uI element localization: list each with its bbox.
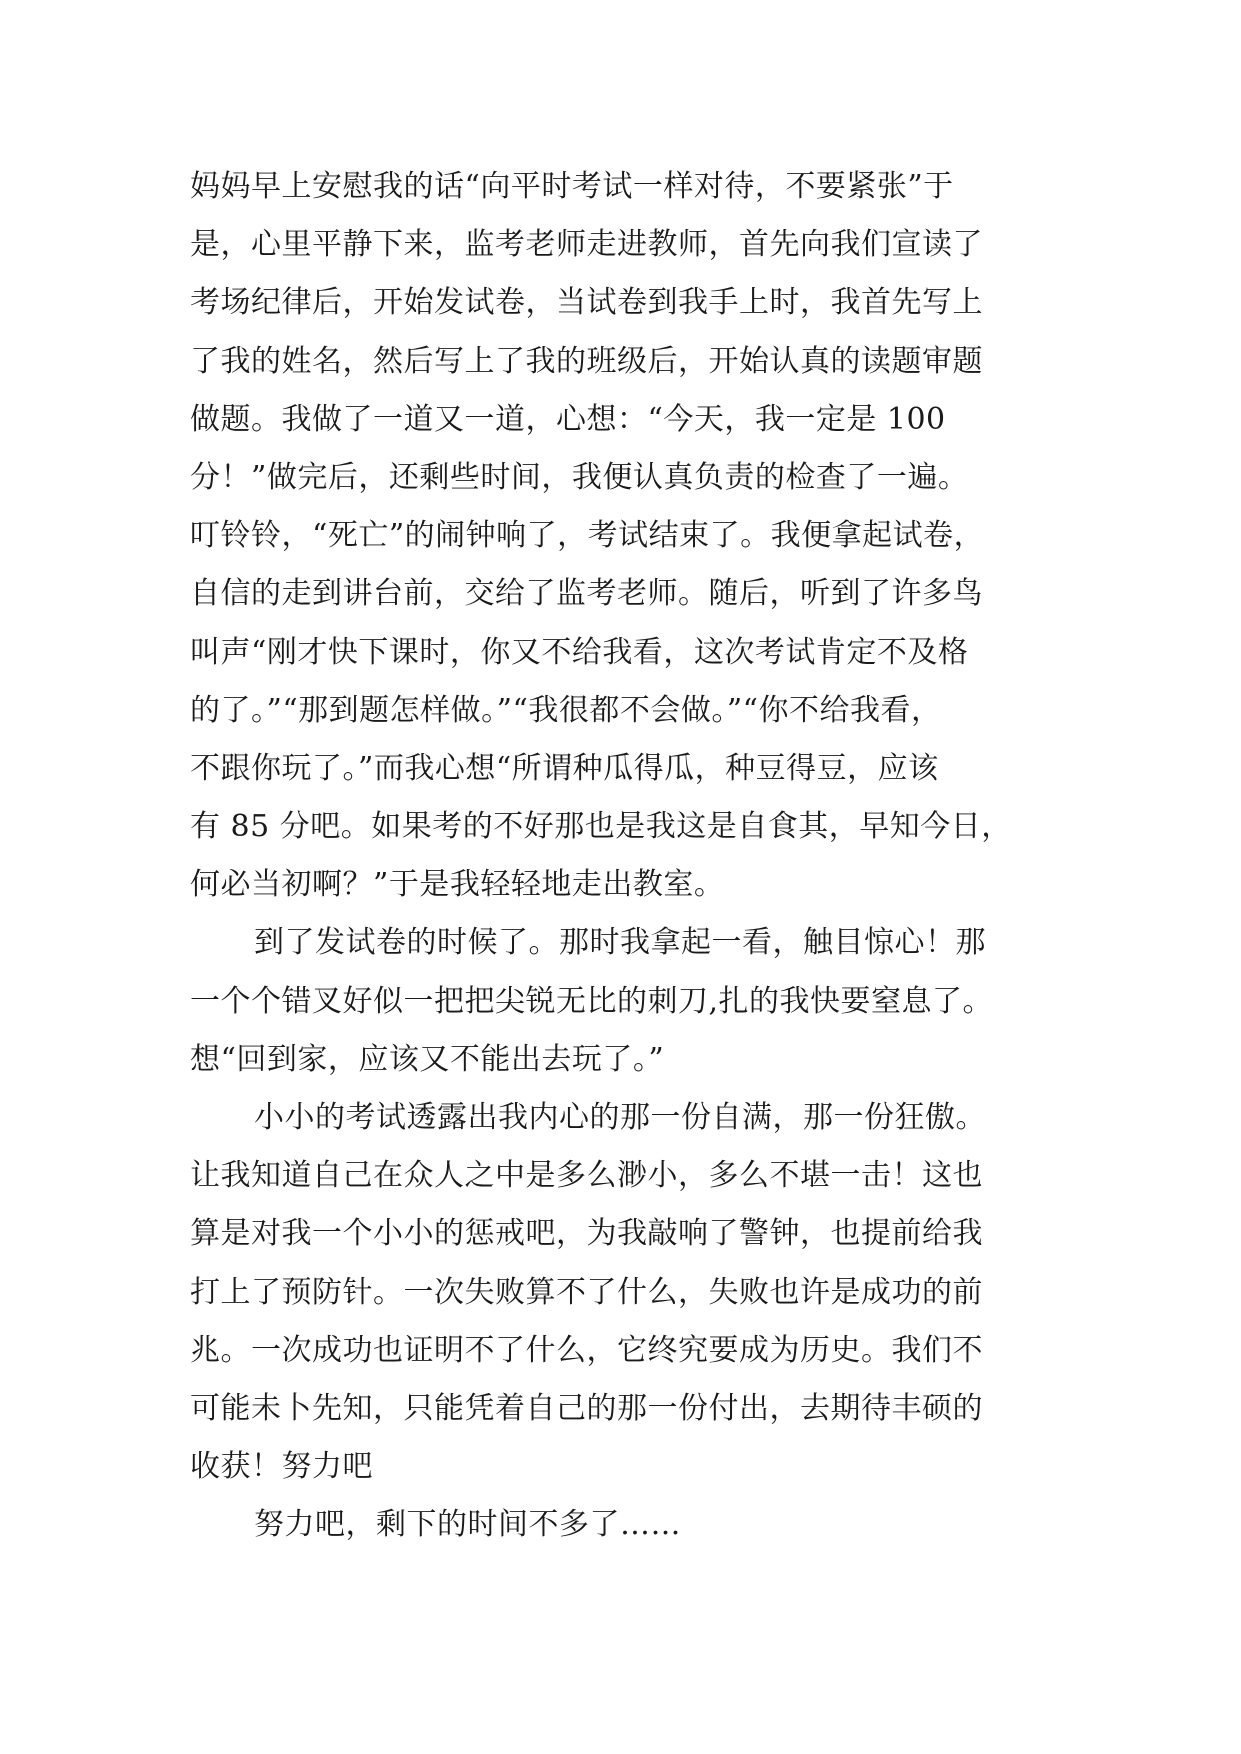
text-line: 打上了预防针。一次失败算不了什么，失败也许是成功的前 (190, 1274, 983, 1310)
text-line: 分！”做完后，还剩些时间，我便认真负责的检查了一遍。 (190, 459, 969, 495)
text-line: 想“回到家，应该又不能出去玩了。” (190, 1041, 665, 1077)
text-line: 做题。我做了一道又一道，心想：“今天，我一定是 100 (190, 401, 946, 437)
text-line: 算是对我一个小小的惩戒吧，为我敲响了警钟，也提前给我 (190, 1216, 983, 1252)
text-line: 了我的姓名，然后写上了我的班级后，开始认真的读题审题 (190, 343, 983, 379)
text-line: 叫声“刚才快下课时，你又不给我看，这次考试肯定不及格 (190, 634, 969, 670)
text-line: 叮铃铃，“死亡”的闹钟响了，考试结束了。我便拿起试卷， (190, 518, 985, 554)
essay-body (190, 158, 1070, 1555)
text-line: 自信的走到讲台前，交给了监考老师。随后，听到了许多鸟 (190, 576, 983, 612)
text-line: 妈妈早上安慰我的话“向平时考试一样对待，不要紧张”于 (190, 169, 954, 204)
text-line: 的了。”“那到题怎样做。”“我很都不会做。”“你不给我看， (190, 692, 942, 728)
text-line: 收获！努力吧 (190, 1449, 373, 1485)
text-line: 兆。一次成功也证明不了什么，它终究要成为历史。我们不 (190, 1332, 983, 1368)
paragraph-start-line: 努力吧，剩下的时间不多了…… (254, 1507, 681, 1543)
text-line: 一个个错叉好似一把把尖锐无比的刺刀,扎的我快要窒息了。 (190, 983, 994, 1019)
text-line: 是，心里平静下来，监考老师走进教师，首先向我们宣读了 (190, 227, 983, 263)
text-line: 考场纪律后，开始发试卷，当试卷到我手上时，我首先写上 (190, 285, 983, 321)
text-line: 不跟你玩了。”而我心想“所谓种瓜得瓜，种豆得豆，应该 (190, 750, 939, 786)
text-line: 有 85 分吧。如果考的不好那也是我这是自食其，早知今日， (190, 809, 1012, 845)
text-line: 可能未卜先知，只能凭着自己的那一份付出，去期待丰硕的 (190, 1390, 983, 1426)
text-line: 让我知道自己在众人之中是多么渺小，多么不堪一击！这也 (190, 1158, 983, 1194)
paragraph-start-line: 小小的考试透露出我内心的那一份自满，那一份狂傲。 (254, 1100, 986, 1135)
text-line: 何必当初啊？”于是我轻轻地走出教室。 (190, 867, 725, 903)
paragraph-start-line: 到了发试卷的时候了。那时我拿起一看，触目惊心！那 (254, 925, 986, 961)
